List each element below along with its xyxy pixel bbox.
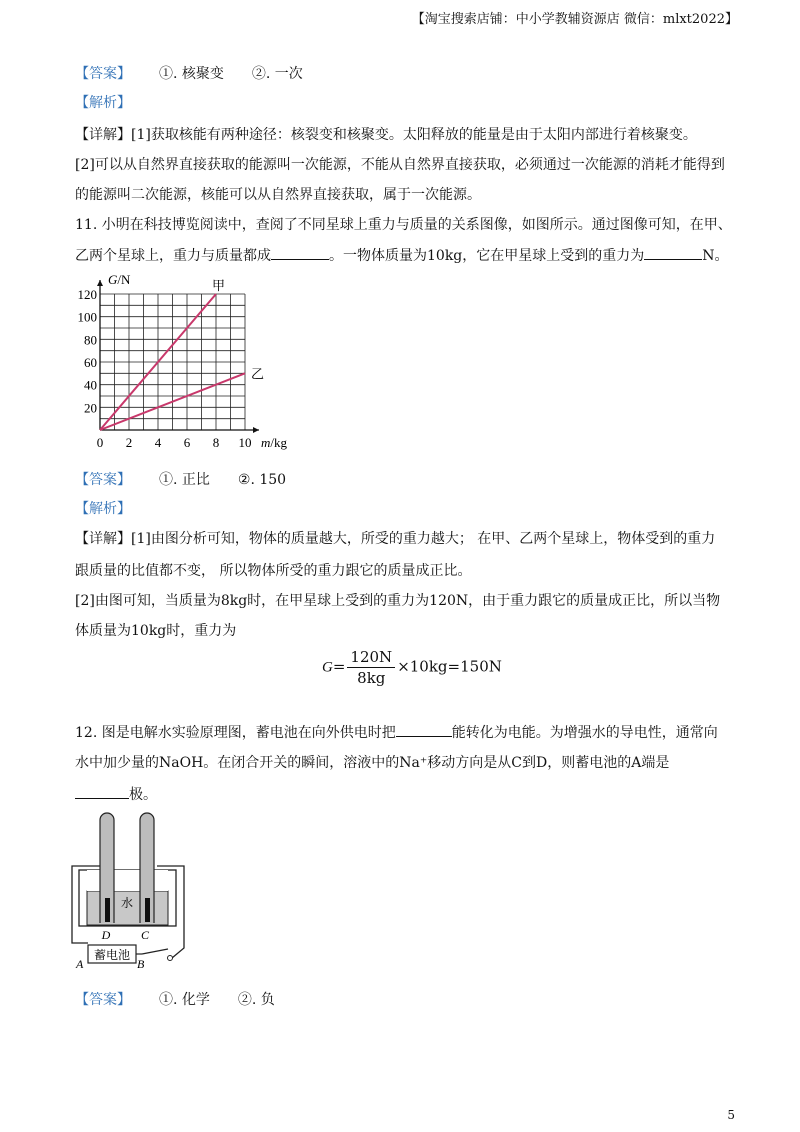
q11-stem-2 bbox=[75, 245, 729, 266]
answer-tag: 【答案】 bbox=[75, 472, 131, 488]
x-tick-label: 10 bbox=[238, 435, 252, 450]
answer-2: ②. 负 bbox=[237, 992, 275, 1008]
answer-tag: 【答案】 bbox=[75, 66, 131, 82]
q11-detail-1: 【详解】[1]由图分析可知，物体的质量越大，所受的重力越大； 在甲、乙两个星球上，物体受到的重力 bbox=[75, 531, 716, 547]
label-d: D bbox=[101, 928, 111, 942]
answer-tag: 【答案】 bbox=[75, 992, 131, 1008]
q12-stem-2: 水中加少量的NaOH。在闭合开关的瞬间，溶液中的Na⁺移动方向是从C到D，则蓄电池的A端是 bbox=[75, 755, 670, 771]
y-tick-label: 120 bbox=[77, 287, 97, 302]
y-tick-label: 20 bbox=[84, 400, 97, 416]
answer-blank bbox=[644, 245, 702, 260]
q12-stem-3 bbox=[75, 784, 157, 805]
y-tick-label: 60 bbox=[84, 355, 97, 370]
series-label: 甲 bbox=[212, 278, 226, 293]
x-axis-arrow bbox=[253, 427, 259, 433]
answer-blank bbox=[75, 784, 129, 799]
answer-1: ①. 化学 bbox=[159, 992, 210, 1008]
chart-labels bbox=[78, 272, 288, 450]
q11-stem-1: 11. 小明在科技博览阅读中，查阅了不同星球上重力与质量的关系图像，如图所示。通过图像可知，在甲、 bbox=[75, 217, 732, 233]
chart-grid bbox=[100, 294, 245, 430]
answer-1: ①. 核聚变 bbox=[159, 66, 224, 82]
electrolysis-diagram bbox=[70, 808, 200, 973]
formula-fraction bbox=[347, 648, 395, 687]
q11-stem-2a: 乙两个星球上，重力与质量都成 bbox=[75, 248, 271, 264]
y-tick-label: 100 bbox=[77, 309, 97, 325]
switch-contact bbox=[168, 956, 173, 961]
formula-rest: ×10kg=150N bbox=[397, 657, 502, 676]
x-tick-label: 8 bbox=[212, 435, 220, 450]
q12-stem-1a: 12. 图是电解水实验原理图，蓄电池在向外供电时把 bbox=[75, 725, 396, 741]
q12-stem-1b: 能转化为电能。为增强水的导电性，通常向 bbox=[451, 725, 718, 741]
x-tick-label: 0 bbox=[96, 435, 104, 450]
label-b: B bbox=[137, 957, 145, 971]
y-axis-label: G/N bbox=[108, 272, 131, 287]
answer-1: ①. 正比 bbox=[159, 472, 210, 488]
q11-detail-4: 体质量为10kg时，重力为 bbox=[75, 623, 237, 639]
answer-blank bbox=[271, 245, 329, 260]
answer-blank bbox=[396, 722, 452, 737]
switch-arm bbox=[142, 949, 168, 954]
y-tick-label: 40 bbox=[84, 377, 97, 393]
q12-answer-line bbox=[75, 990, 275, 1010]
q10-detail-1: 【详解】[1]获取核能有两种途径：核裂变和核聚变。太阳释放的能量是由于太阳内部进行着核聚变。 bbox=[75, 127, 697, 143]
q10-detail-2: [2]可以从自然界直接获取的能源叫一次能源，不能从自然界直接获取，必须通过一次能源的消耗才能得到 bbox=[75, 157, 725, 173]
battery-label: 蓄电池 bbox=[93, 948, 131, 962]
q11-stem-2c: N。 bbox=[702, 248, 729, 264]
x-tick-label: 6 bbox=[183, 435, 191, 450]
water-label: 水 bbox=[120, 896, 134, 910]
y-axis-arrow bbox=[97, 280, 103, 286]
formula-lhs: G bbox=[322, 659, 333, 676]
formula-numerator: 120N bbox=[347, 648, 395, 668]
gravity-mass-chart bbox=[70, 270, 310, 450]
x-tick-label: 2 bbox=[125, 435, 133, 450]
analysis-tag: 【解析】 bbox=[75, 501, 131, 517]
page-header: 【淘宝搜索店铺：中小学教辅资源店 微信：mlxt2022】 bbox=[411, 12, 738, 27]
answer-2: ②. 150 bbox=[237, 472, 287, 488]
x-axis-label: m/kg bbox=[261, 435, 288, 450]
formula bbox=[322, 648, 502, 687]
series-label: 乙 bbox=[251, 366, 265, 382]
label-c: C bbox=[140, 928, 150, 942]
formula-eq: = bbox=[332, 657, 346, 676]
page-number: 5 bbox=[727, 1108, 735, 1122]
q11-answer-line bbox=[75, 470, 286, 490]
electrode-d bbox=[105, 898, 110, 922]
electrode-c bbox=[145, 898, 150, 922]
q11-detail-2: 跟质量的比值都不变， 所以物体所受的重力跟它的质量成正比。 bbox=[75, 563, 472, 579]
q12-stem-1 bbox=[75, 722, 718, 743]
formula-denominator: 8kg bbox=[357, 669, 386, 687]
chart-axes bbox=[97, 280, 259, 433]
y-tick-label: 80 bbox=[84, 332, 97, 348]
q11-stem-2b: 。一物体质量为10kg，它在甲星球上受到的重力为 bbox=[329, 248, 645, 264]
answer-2: ②. 一次 bbox=[251, 66, 303, 82]
q12-stem-3a: 极。 bbox=[129, 787, 157, 803]
q11-detail-3: [2]由图可知，当质量为8kg时，在甲星球上受到的重力为120N，由于重力跟它的质量成正比，所以当物 bbox=[75, 593, 721, 609]
analysis-tag: 【解析】 bbox=[75, 95, 131, 111]
label-a: A bbox=[76, 957, 84, 971]
q10-detail-3: 的能源叫二次能源，核能可以从自然界直接获取，属于一次能源。 bbox=[75, 187, 481, 203]
q10-answer-line bbox=[75, 64, 303, 84]
x-tick-label: 4 bbox=[154, 435, 162, 450]
